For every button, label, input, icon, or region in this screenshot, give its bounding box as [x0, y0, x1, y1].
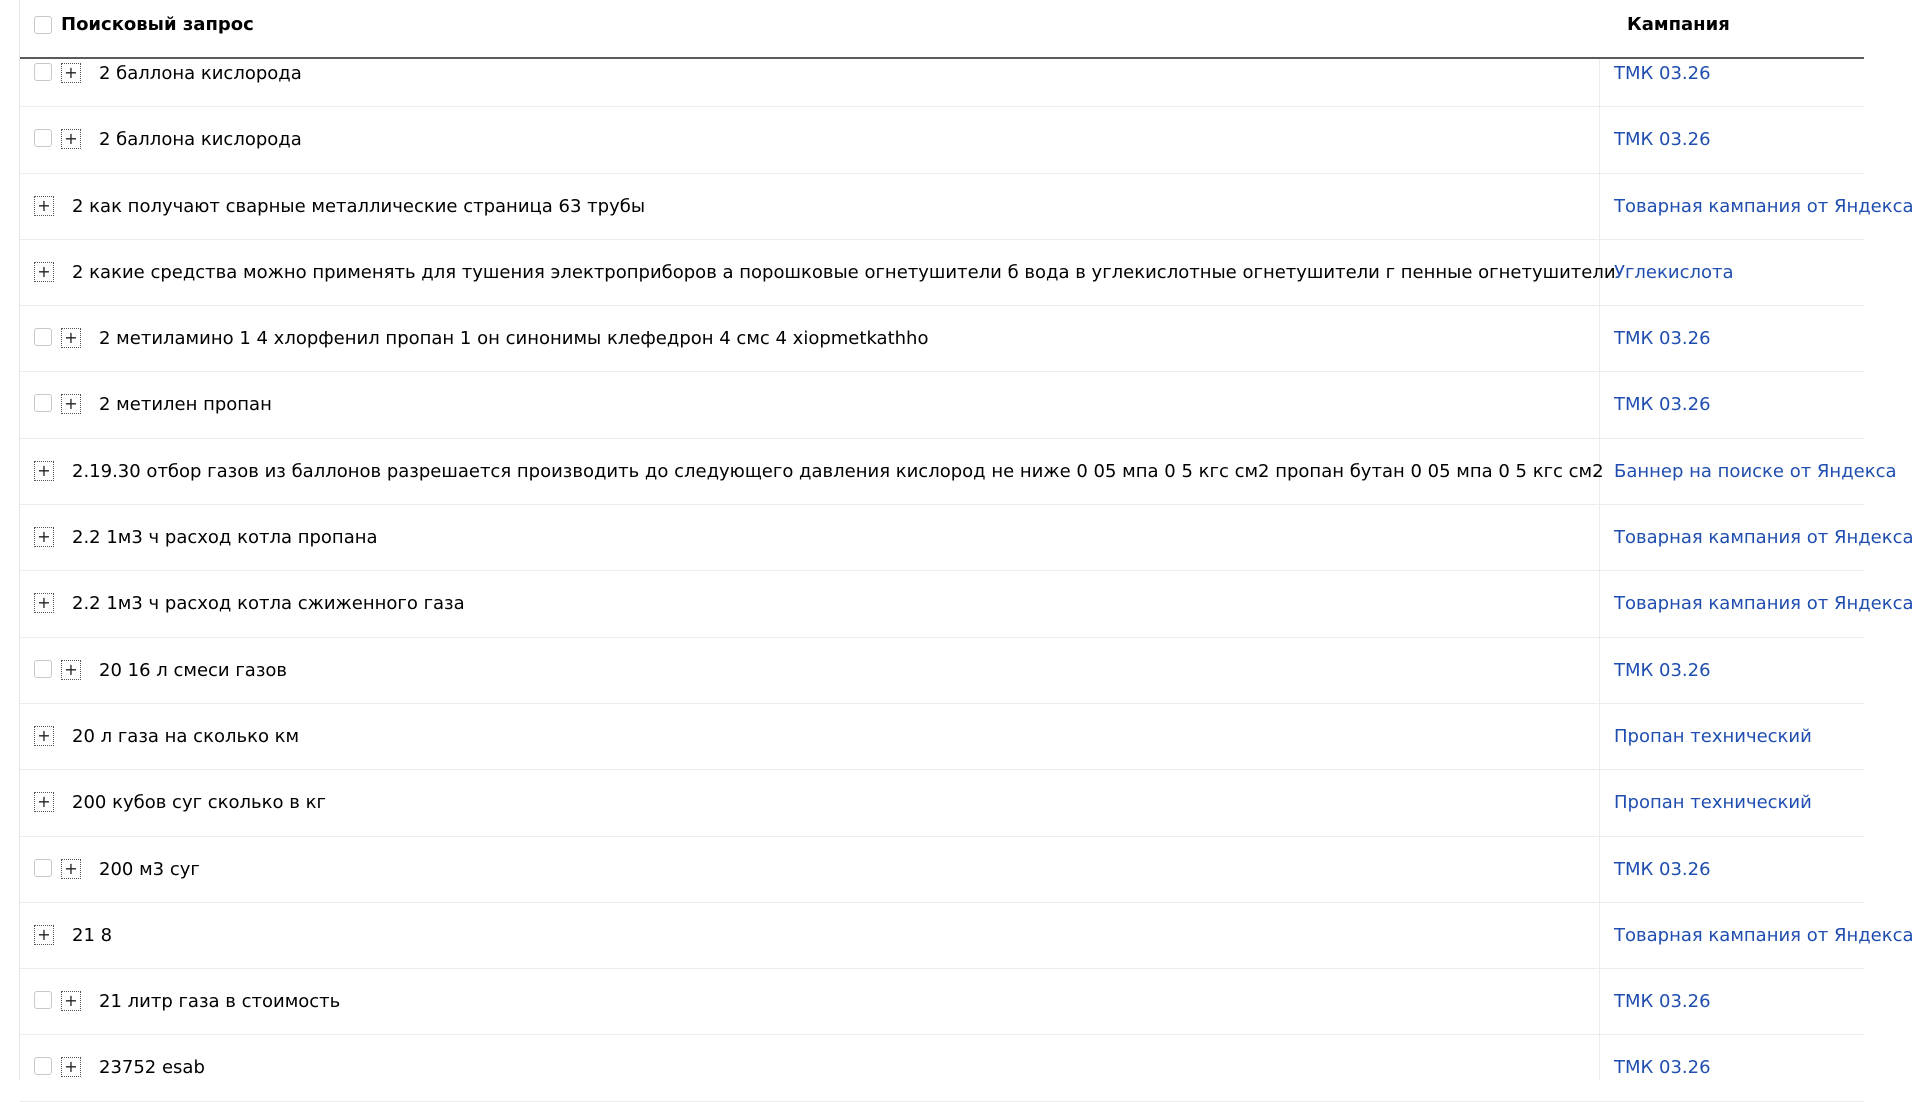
- row-checkbox[interactable]: [34, 394, 52, 412]
- row-campaign-link[interactable]: Углекислота: [1614, 261, 1734, 283]
- table-row: [20, 107, 1864, 173]
- row-campaign-link[interactable]: Товарная кампания от Яндекса: [1614, 593, 1914, 615]
- row-checkbox[interactable]: [34, 660, 52, 678]
- row-campaign-link[interactable]: ТМК 03.26: [1614, 858, 1711, 880]
- row-checkbox[interactable]: [34, 1057, 52, 1075]
- table-body: [20, 41, 1914, 1102]
- table-row: [20, 306, 1864, 372]
- plus-icon[interactable]: +: [61, 1057, 81, 1077]
- row-query-text: 200 кубов суг сколько в кг: [72, 792, 326, 814]
- row-campaign-link[interactable]: Баннер на поиске от Яндекса: [1614, 460, 1897, 482]
- row-query-text: 2 метилен пропан: [99, 394, 272, 416]
- row-query-text: 2 баллона кислорода: [99, 63, 302, 84]
- plus-icon[interactable]: +: [61, 129, 81, 149]
- row-query-text: 200 м3 суг: [99, 858, 200, 880]
- row-campaign-link[interactable]: Пропан технический: [1614, 792, 1812, 814]
- plus-icon[interactable]: +: [34, 593, 54, 613]
- table-row: [20, 1035, 1864, 1101]
- row-campaign-link[interactable]: ТМК 03.26: [1614, 129, 1711, 151]
- row-query-text: 2 какие средства можно применять для тушения электроприборов а порошковые огнетушители б вода в углекислотные огнетушители г пенные огнетушители: [72, 261, 1616, 283]
- row-query-text: 2.19.30 отбор газов из баллонов разрешается производить до следующего давления кислород не ниже 0 05 мпа 0 5 кгс см2 пропан бутан 0 05 мпа 0 5 кгс см2: [72, 460, 1604, 482]
- select-all-checkbox[interactable]: [34, 16, 52, 34]
- row-campaign-link[interactable]: ТМК 03.26: [1614, 328, 1711, 350]
- row-query-text: 20 16 л смеси газов: [99, 659, 288, 681]
- plus-icon[interactable]: +: [34, 262, 54, 282]
- row-checkbox[interactable]: [34, 991, 52, 1009]
- table-row: [20, 571, 1914, 637]
- plus-icon[interactable]: +: [34, 726, 54, 746]
- table-row: [20, 505, 1914, 571]
- table-header: [20, 0, 1864, 59]
- row-campaign-link[interactable]: ТМК 03.26: [1614, 1057, 1711, 1079]
- plus-icon[interactable]: +: [34, 792, 54, 812]
- row-query-text: 2 баллона кислорода: [99, 129, 302, 151]
- table-row: [20, 969, 1864, 1035]
- table-row: [20, 837, 1864, 903]
- row-query-text: 2.2 1м3 ч расход котла пропана: [72, 527, 378, 549]
- column-header-query[interactable]: Поисковый запрос: [61, 14, 254, 35]
- table-row: [20, 439, 1897, 505]
- table-row: [20, 638, 1864, 704]
- row-checkbox[interactable]: [34, 129, 52, 147]
- row-query-text: 21 литр газа в стоимость: [99, 991, 341, 1013]
- row-campaign-link[interactable]: ТМК 03.26: [1614, 991, 1711, 1013]
- plus-icon[interactable]: +: [61, 660, 81, 680]
- row-query-text: 21 8: [72, 924, 113, 946]
- plus-icon[interactable]: +: [34, 461, 54, 481]
- row-query-text: 2 как получают сварные металлические страница 63 трубы: [72, 195, 646, 217]
- row-campaign-link[interactable]: Товарная кампания от Яндекса: [1614, 924, 1914, 946]
- table-row: [20, 174, 1914, 240]
- row-checkbox[interactable]: [34, 859, 52, 877]
- plus-icon[interactable]: +: [34, 527, 54, 547]
- row-query-text: 23752 esab: [99, 1057, 205, 1079]
- plus-icon[interactable]: +: [61, 63, 81, 83]
- plus-icon[interactable]: +: [34, 196, 54, 216]
- row-checkbox[interactable]: [34, 63, 52, 81]
- column-header-campaign[interactable]: Кампания: [1627, 14, 1730, 35]
- plus-icon[interactable]: +: [34, 925, 54, 945]
- plus-icon[interactable]: +: [61, 328, 81, 348]
- table-row: [20, 704, 1864, 770]
- row-query-text: 2 метиламино 1 4 хлорфенил пропан 1 он синонимы клефедрон 4 смс 4 xiopmetkathho: [99, 328, 929, 350]
- row-campaign-link[interactable]: ТМК 03.26: [1614, 659, 1711, 681]
- row-campaign-link[interactable]: Товарная кампания от Яндекса: [1614, 195, 1914, 217]
- table-row: [20, 240, 1864, 306]
- plus-icon[interactable]: +: [61, 991, 81, 1011]
- plus-icon[interactable]: +: [61, 859, 81, 879]
- row-campaign-link[interactable]: ТМК 03.26: [1614, 63, 1711, 84]
- table-row: [20, 770, 1864, 836]
- table-row: [20, 372, 1864, 438]
- row-campaign-link[interactable]: Товарная кампания от Яндекса: [1614, 527, 1914, 549]
- plus-icon[interactable]: +: [61, 394, 81, 414]
- row-campaign-link[interactable]: ТМК 03.26: [1614, 394, 1711, 416]
- row-query-text: 2.2 1м3 ч расход котла сжиженного газа: [72, 593, 465, 615]
- row-campaign-link[interactable]: Пропан технический: [1614, 725, 1812, 747]
- row-query-text: 20 л газа на сколько км: [72, 725, 300, 747]
- row-checkbox[interactable]: [34, 328, 52, 346]
- table-row: [20, 903, 1914, 969]
